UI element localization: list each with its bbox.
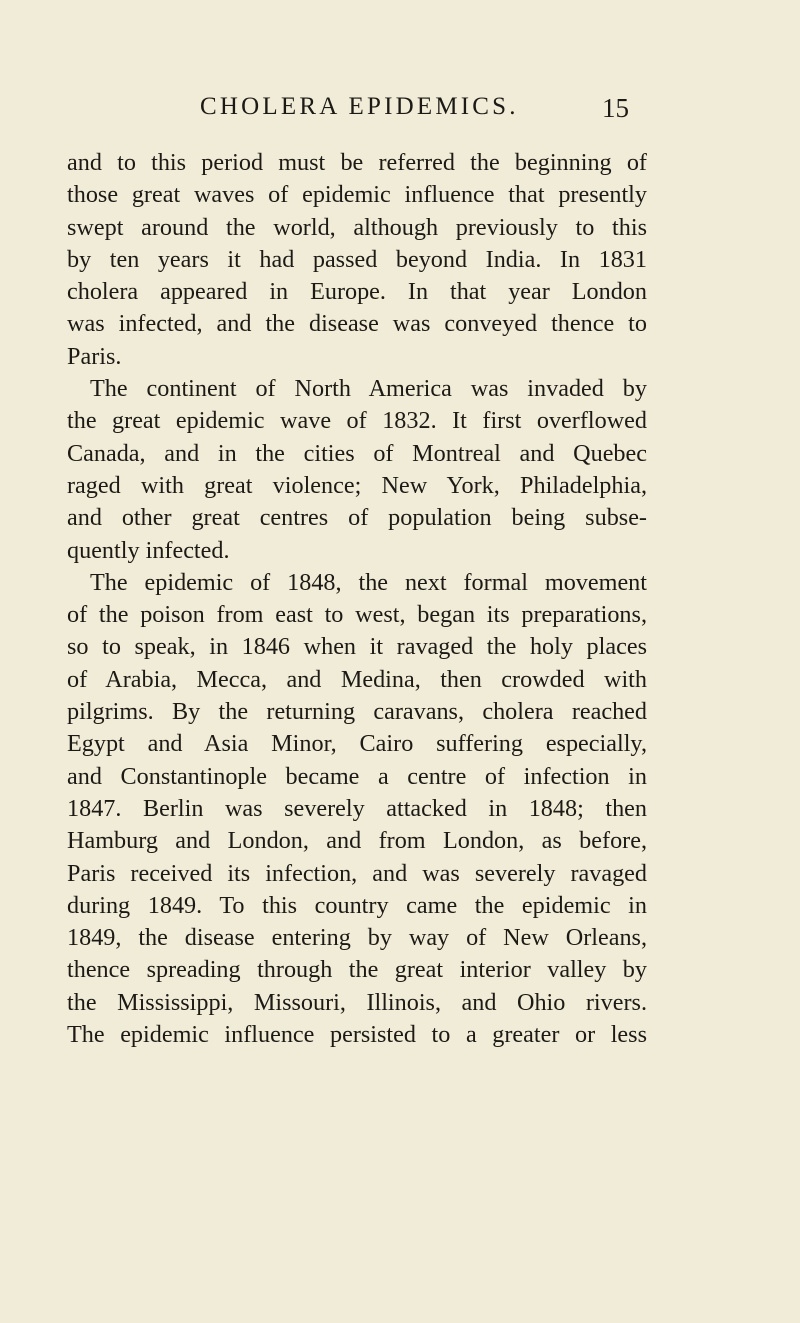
text-line: Hamburg and London, and from London, as before, bbox=[67, 827, 647, 855]
text-line: of Arabia, Mecca, and Medina, then crowded with bbox=[67, 665, 647, 693]
text-line: The continent of North America was invaded by bbox=[90, 375, 647, 403]
running-title: CHOLERA EPIDEMICS. bbox=[200, 93, 519, 120]
text-line: Paris. bbox=[67, 342, 122, 370]
text-line: by ten years it had passed beyond India. In 1831 bbox=[67, 245, 647, 273]
text-line: cholera appeared in Europe. In that year London bbox=[67, 278, 647, 306]
text-line: 1847. Berlin was severely attacked in 1848; then bbox=[67, 794, 647, 822]
page-number: 15 bbox=[602, 93, 629, 123]
text-line: those great waves of epidemic influence that presently bbox=[67, 181, 647, 209]
text-line: thence spreading through the great interior valley by bbox=[67, 956, 647, 984]
text-line: pilgrims. By the returning caravans, cholera reached bbox=[67, 698, 647, 726]
text-line: swept around the world, although previously to this bbox=[67, 213, 647, 241]
text-line: the Mississippi, Missouri, Illinois, and Ohio rivers. bbox=[67, 988, 647, 1016]
text-line: The epidemic influence persisted to a greater or less bbox=[67, 1021, 647, 1049]
text-line: quently infected. bbox=[67, 536, 230, 564]
text-line: during 1849. To this country came the epidemic in bbox=[67, 891, 647, 919]
text-line: was infected, and the disease was conveyed thence to bbox=[67, 310, 647, 338]
text-line: raged with great violence; New York, Philadelphia, bbox=[67, 471, 647, 499]
text-line: the great epidemic wave of 1832. It first overflowed bbox=[67, 407, 647, 435]
text-line: Egypt and Asia Minor, Cairo suffering especially, bbox=[67, 730, 647, 758]
body-text bbox=[67, 147, 647, 1051]
text-line: and Constantinople became a centre of infection in bbox=[67, 762, 647, 790]
text-line: of the poison from east to west, began its preparations, bbox=[67, 601, 647, 629]
page-header bbox=[0, 93, 800, 127]
text-line: Canada, and in the cities of Montreal and Quebec bbox=[67, 439, 647, 467]
text-line: so to speak, in 1846 when it ravaged the holy places bbox=[67, 633, 647, 661]
text-line: The epidemic of 1848, the next formal movement bbox=[90, 568, 647, 596]
text-line: 1849, the disease entering by way of New Orleans, bbox=[67, 924, 647, 952]
text-line: and to this period must be referred the beginning of bbox=[67, 149, 647, 176]
text-line: and other great centres of population being subse- bbox=[67, 504, 647, 532]
text-line: Paris received its infection, and was severely ravaged bbox=[67, 859, 647, 887]
